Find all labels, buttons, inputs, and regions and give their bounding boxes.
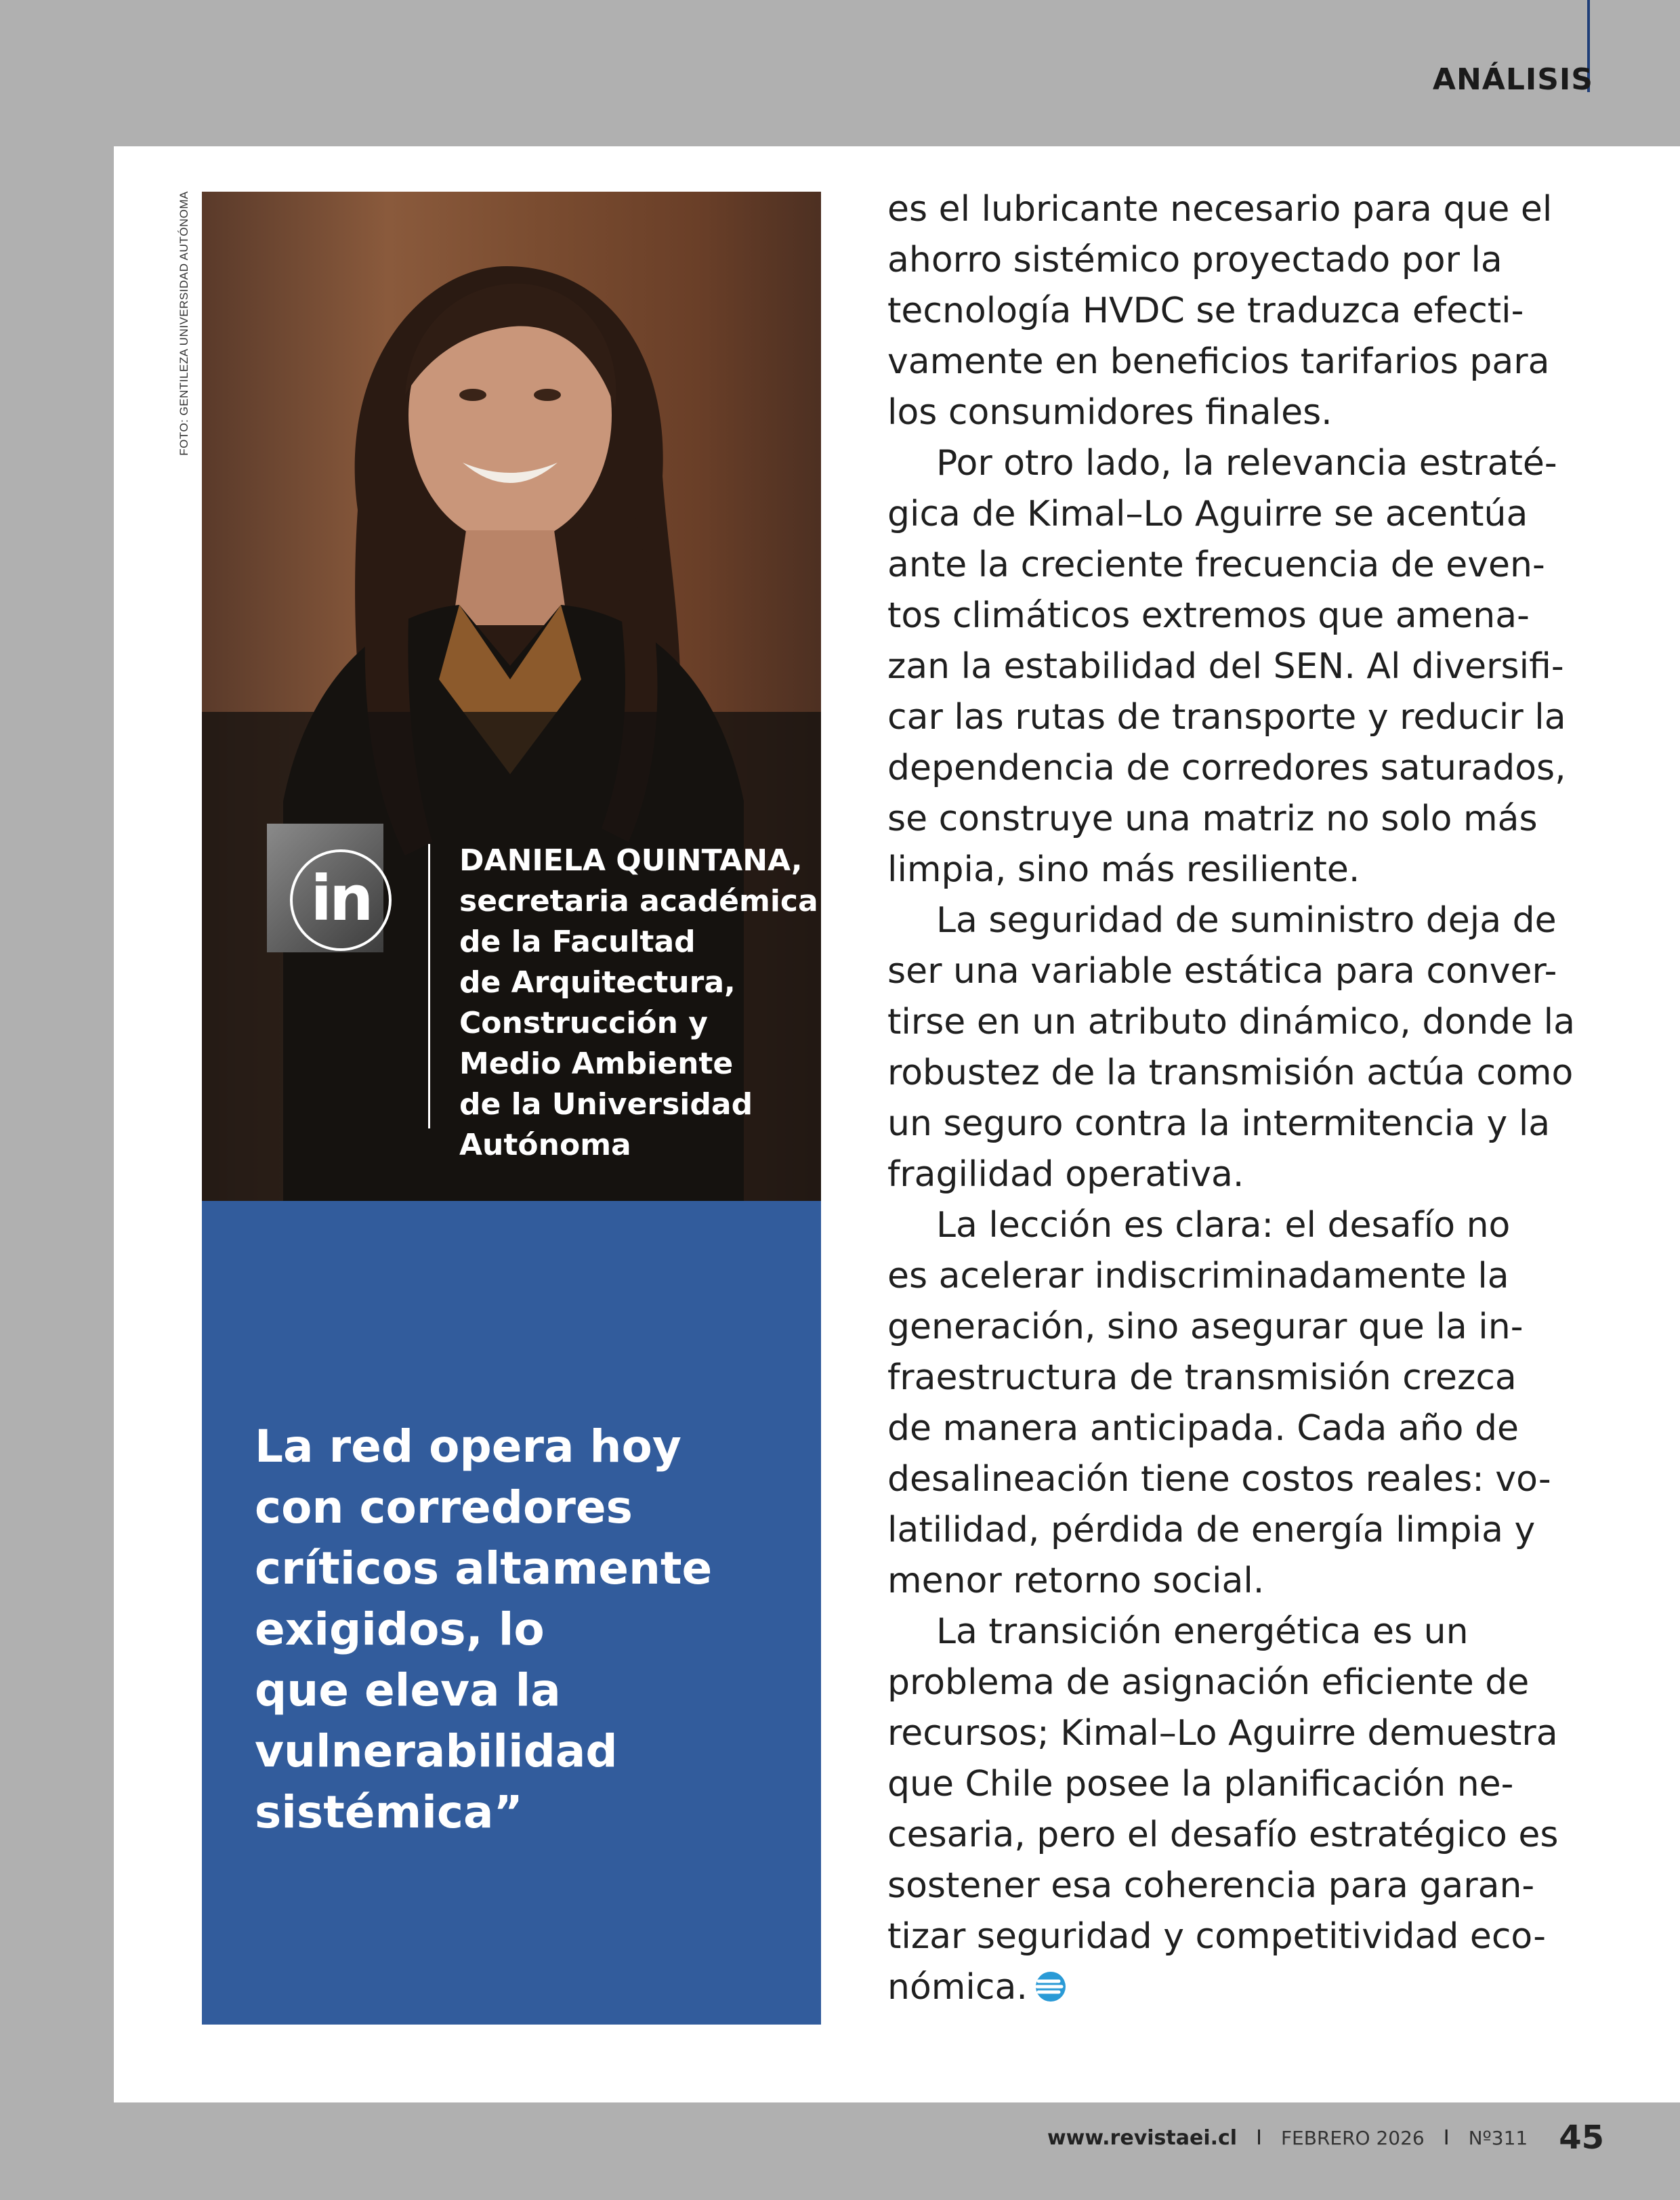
body-line: recursos; Kimal–Lo Aguirre demuestra (887, 1713, 1558, 1754)
body-line: fraestructura de transmisión crezca (887, 1357, 1517, 1398)
caption-line: DANIELA QUINTANA, (459, 843, 803, 878)
portrait-photo (202, 192, 821, 1201)
body-line: ante la creciente frecuencia de even- (887, 545, 1545, 585)
body-line: generación, sino asegurar que la in- (887, 1307, 1524, 1347)
pullquote-line: vulnerabilidad (255, 1725, 618, 1777)
body-line: robustez de la transmisión actúa como (887, 1053, 1574, 1093)
body-line: cesaria, pero el desafío estratégico es (887, 1815, 1559, 1855)
pullquote-line: sistémica” (255, 1786, 523, 1838)
footer-site: www.revistaei.cl (1047, 2125, 1238, 2150)
caption-line: de la Facultad (459, 925, 696, 959)
section-label: ANÁLISIS (1432, 62, 1593, 97)
caption-line: Medio Ambiente (459, 1046, 734, 1081)
body-line: La seguridad de suministro deja de (936, 900, 1557, 941)
linkedin-badge (267, 824, 383, 952)
pullquote-line: exigidos, lo (255, 1603, 545, 1655)
body-line: problema de asignación eficiente de (887, 1662, 1530, 1703)
body-line: tizar seguridad y competitividad eco- (887, 1916, 1546, 1957)
body-line: de manera anticipada. Cada año de (887, 1408, 1519, 1449)
body-line: ahorro sistémico proyectado por la (887, 240, 1503, 280)
body-line: gica de Kimal–Lo Aguirre se acentúa (887, 494, 1528, 534)
body-line: que Chile posee la planificación ne- (887, 1764, 1514, 1804)
body-line: sostener esa coherencia para garan- (887, 1865, 1535, 1906)
photo-credit: FOTO: GENTILEZA UNIVERSIDAD AUTÓNOMA (177, 191, 190, 456)
body-line: ser una variable estática para conver- (887, 951, 1557, 992)
footer-separator: I (1443, 2125, 1450, 2150)
body-line: es el lubricante necesario para que el (887, 189, 1553, 230)
body-line: se construye una matriz no solo más (887, 799, 1538, 839)
footer-issue: Nº311 (1468, 2126, 1528, 2149)
footer-separator: I (1256, 2125, 1262, 2150)
body-line: un seguro contra la intermitencia y la (887, 1103, 1551, 1144)
caption-line: Construcción y (459, 1006, 708, 1040)
body-line: fragilidad operativa. (887, 1154, 1244, 1195)
body-line: desalineación tiene costos reales: vo- (887, 1459, 1551, 1500)
body-line: latilidad, pérdida de energía limpia y (887, 1510, 1536, 1550)
caption-line: secretaria académica (459, 884, 818, 918)
body-line: Por otro lado, la relevancia estraté- (936, 443, 1557, 484)
body-line: car las rutas de transporte y reducir la (887, 697, 1566, 738)
body-line: La lección es clara: el desafío no (936, 1205, 1511, 1246)
body-line: es acelerar indiscriminadamente la (887, 1256, 1509, 1296)
body-line-last (887, 1962, 1585, 2013)
article-body (887, 184, 1585, 2013)
pullquote-line: que eleva la (255, 1664, 561, 1716)
body-line: zan la estabilidad del SEN. Al diversifi- (887, 646, 1564, 687)
page-number: 45 (1559, 2119, 1604, 2157)
page-footer (1047, 2119, 1604, 2157)
footer-date: FEBRERO 2026 (1280, 2126, 1425, 2149)
caption-line: Autónoma (459, 1128, 631, 1162)
body-line: limpia, sino más resiliente. (887, 849, 1360, 890)
body-line: los consumidores finales. (887, 392, 1332, 433)
pullquote-line: críticos altamente (255, 1542, 713, 1594)
body-line: dependencia de corredores saturados, (887, 748, 1566, 788)
body-line: vamente en beneficios tarifarios para (887, 341, 1550, 382)
profile-caption (459, 841, 818, 1166)
body-line: tirse en un atributo dinámico, donde la (887, 1002, 1575, 1042)
body-line: La transición energética es un (936, 1611, 1469, 1652)
caption-divider (428, 844, 430, 1128)
body-line: tecnología HVDC se traduzca efecti- (887, 291, 1524, 331)
pullquote (255, 1416, 810, 1843)
end-of-article-icon (1033, 1970, 1068, 2003)
caption-line: de Arquitectura, (459, 965, 736, 1000)
linkedin-icon: in (290, 849, 392, 951)
pullquote-line: con corredores (255, 1481, 633, 1533)
body-line: tos climáticos extremos que amena- (887, 595, 1530, 636)
body-line: menor retorno social. (887, 1561, 1265, 1601)
body-line: nómica. (887, 1967, 1028, 2008)
pullquote-line: La red opera hoy (255, 1420, 681, 1473)
caption-line: de la Universidad (459, 1087, 753, 1122)
pullquote-box (202, 1201, 821, 2025)
